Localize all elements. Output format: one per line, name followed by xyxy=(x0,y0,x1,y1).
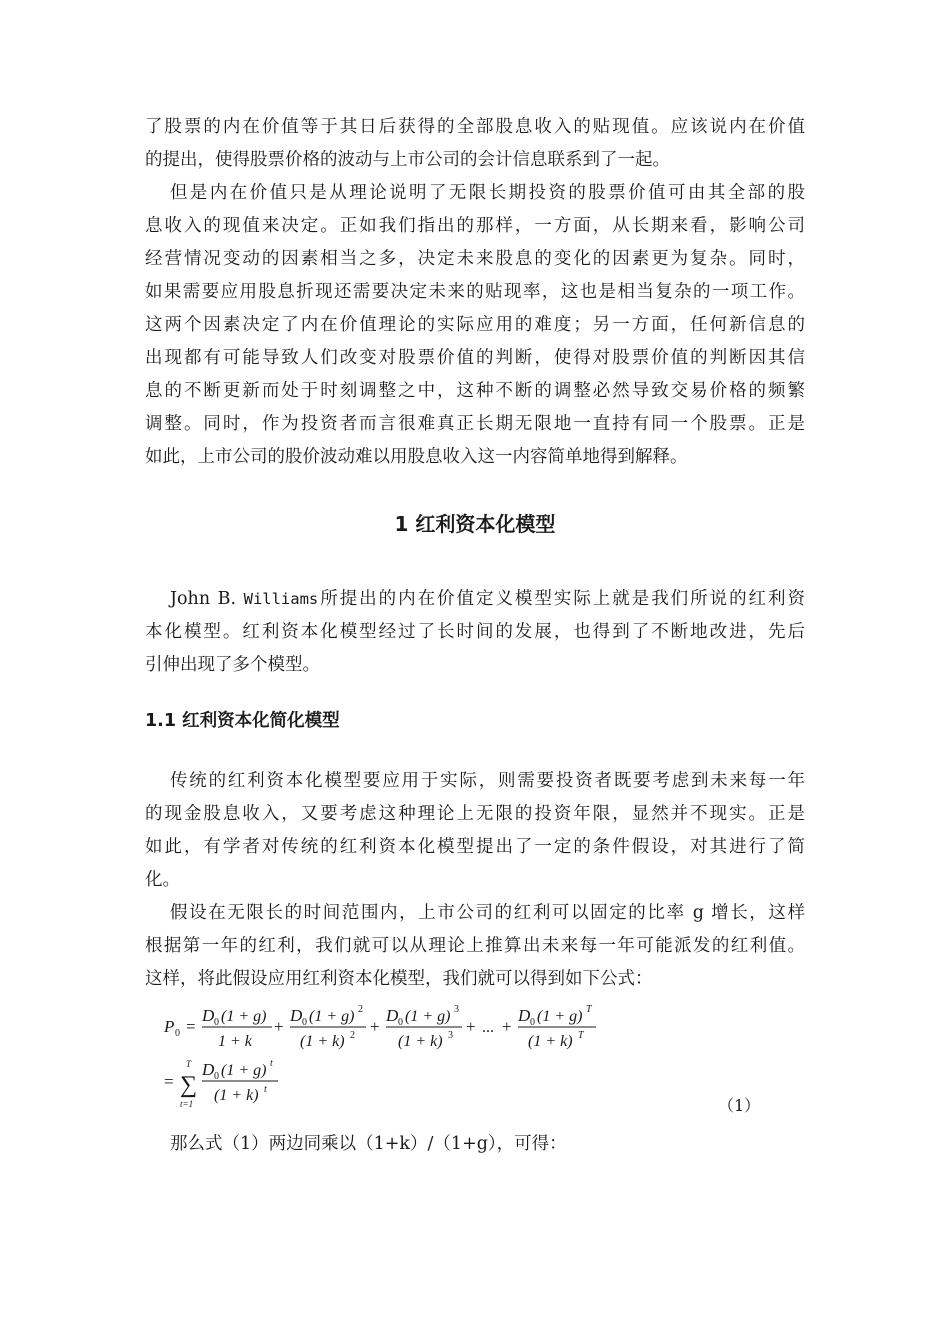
term-t-d: D xyxy=(518,1006,531,1025)
term-1-d-sub: 0 xyxy=(214,1017,219,1028)
formula-p-sub: 0 xyxy=(175,1028,180,1039)
sum-term-d-sub: 0 xyxy=(214,1071,219,1082)
sum-term-growth: (1 + g) xyxy=(221,1062,267,1079)
paragraph-2-line-8: 调整。同时，作为投资者而言很难真正长期无限地一直持有同一个股票。正是 xyxy=(145,414,805,434)
term-1-d: D xyxy=(202,1006,215,1025)
term-3-growth: (1 + g) xyxy=(405,1008,451,1025)
term-3-d-sub: 0 xyxy=(398,1017,403,1028)
paragraph-3-line-3: 引伸出现了多个模型。 xyxy=(145,655,320,675)
plus-1: + xyxy=(274,1017,284,1036)
paragraph-1-line-2: 的提出，使得股票价格的波动与上市公司的会计信息联系到了一起。 xyxy=(145,150,670,170)
ellipsis: ... xyxy=(482,1019,494,1036)
paragraph-2-line-2: 息收入的现值来决定。正如我们指出的那样，一方面，从长期来看，影响公司 xyxy=(145,216,805,236)
plus-3: + xyxy=(466,1017,476,1036)
author-name-first: John B. xyxy=(170,589,237,609)
paragraph-5-line-2: 根据第一年的红利，我们就可以从理论上推算出未来每一年可能派发的红利值。 xyxy=(145,936,805,956)
paragraph-2-line-3: 经营情况变动的因素相当之多，决定未来股息的变化的因素更为复杂。同时， xyxy=(145,249,805,269)
paragraph-3-line-1 xyxy=(170,583,805,615)
paragraph-4-line-2: 的现金股息收入，又要考虑这种理论上无限的投资年限，显然并不现实。正是 xyxy=(145,804,805,824)
term-2-denominator-exponent: 2 xyxy=(350,1030,355,1041)
formula-1 xyxy=(160,995,620,1117)
term-2-d-sub: 0 xyxy=(302,1017,307,1028)
formula-p: P xyxy=(164,1017,175,1036)
sigma-upper-limit: T xyxy=(186,1059,192,1069)
paragraph-4-line-4: 化。 xyxy=(145,870,180,890)
sigma-lower-limit: t=1 xyxy=(180,1099,194,1109)
term-1-denominator: 1 + k xyxy=(218,1033,252,1050)
paragraph-5-line-3: 这样，将此假设应用红利资本化模型，我们就可以得到如下公式： xyxy=(145,969,653,989)
plus-2: + xyxy=(370,1017,380,1036)
term-t-numerator-exponent: T xyxy=(586,1004,592,1015)
sigma-symbol: ∑ xyxy=(180,1072,198,1098)
term-2-d: D xyxy=(290,1006,303,1025)
paragraph-2-line-5: 这两个因素决定了内在价值理论的实际应用的难度；另一方面，任何新信息的 xyxy=(145,315,805,335)
sum-term-numerator-exponent: t xyxy=(270,1058,273,1069)
section-1-heading: 1 红利资本化模型 xyxy=(394,512,556,536)
term-t-denominator: (1 + k) xyxy=(528,1033,573,1050)
paragraph-2-line-9: 如此，上市公司的股价波动难以用股息收入这一内容简单地得到解释。 xyxy=(145,447,688,467)
sum-term-denominator: (1 + k) xyxy=(214,1087,259,1104)
term-3-d: D xyxy=(386,1006,399,1025)
term-t-denominator-exponent: T xyxy=(578,1030,584,1041)
term-3-denominator-exponent: 3 xyxy=(448,1030,453,1041)
term-2-numerator-exponent: 2 xyxy=(358,1004,363,1015)
author-name-last: Williams xyxy=(243,590,319,608)
paragraph-2-line-7: 息的不断更新而处于时刻调整之中，这种不断的调整必然导致交易价格的频繁 xyxy=(145,381,805,401)
paragraph-5-line-1: 假设在无限长的时间范围内，上市公司的红利可以固定的比率 g 增长，这样 xyxy=(170,903,805,923)
paragraph-6-line-1: 那么式（1）两边同乘以（1+k）/（1+g），可得： xyxy=(170,1134,567,1154)
term-3-numerator-exponent: 3 xyxy=(454,1004,459,1015)
term-2-growth: (1 + g) xyxy=(309,1008,355,1025)
sum-term-d: D xyxy=(202,1060,215,1079)
paragraph-2-line-1: 但是内在价值只是从理论说明了无限长期投资的股票价值可由其全部的股 xyxy=(170,183,805,203)
paragraph-2-line-6: 出现都有可能导致人们改变对股票价值的判断，使得对股票价值的判断因其信 xyxy=(145,348,805,368)
term-t-d-sub: 0 xyxy=(530,1017,535,1028)
sum-term-denominator-exponent: t xyxy=(264,1084,267,1095)
paragraph-3-line-1-text: 所提出的内在价值定义模型实际上就是我们所说的红利资 xyxy=(318,589,805,609)
paragraph-3-line-2: 本化模型。红利资本化模型经过了长时间的发展，也得到了不断地改进，先后 xyxy=(145,622,805,642)
plus-4: + xyxy=(502,1017,512,1036)
term-t-growth: (1 + g) xyxy=(537,1008,583,1025)
paragraph-1-line-1: 了股票的内在价值等于其日后获得的全部股息收入的贴现值。应该说内在价值 xyxy=(145,117,805,137)
equation-number: （1） xyxy=(718,1096,761,1115)
term-3-denominator: (1 + k) xyxy=(398,1033,443,1050)
formula-equals-1: = xyxy=(186,1017,196,1036)
term-1-growth: (1 + g) xyxy=(221,1008,267,1025)
paragraph-4-line-1: 传统的红利资本化模型要应用于实际，则需要投资者既要考虑到未来每一年 xyxy=(170,771,805,791)
formula-equals-2: = xyxy=(164,1072,174,1091)
term-2-denominator: (1 + k) xyxy=(300,1033,345,1050)
paragraph-2-line-4: 如果需要应用股息折现还需要决定未来的贴现率，这也是相当复杂的一项工作。 xyxy=(145,282,805,302)
section-1-1-heading: 1.1 红利资本化简化模型 xyxy=(145,711,340,731)
paragraph-4-line-3: 如此，有学者对传统的红利资本化模型提出了一定的条件假设，对其进行了简 xyxy=(145,837,805,857)
